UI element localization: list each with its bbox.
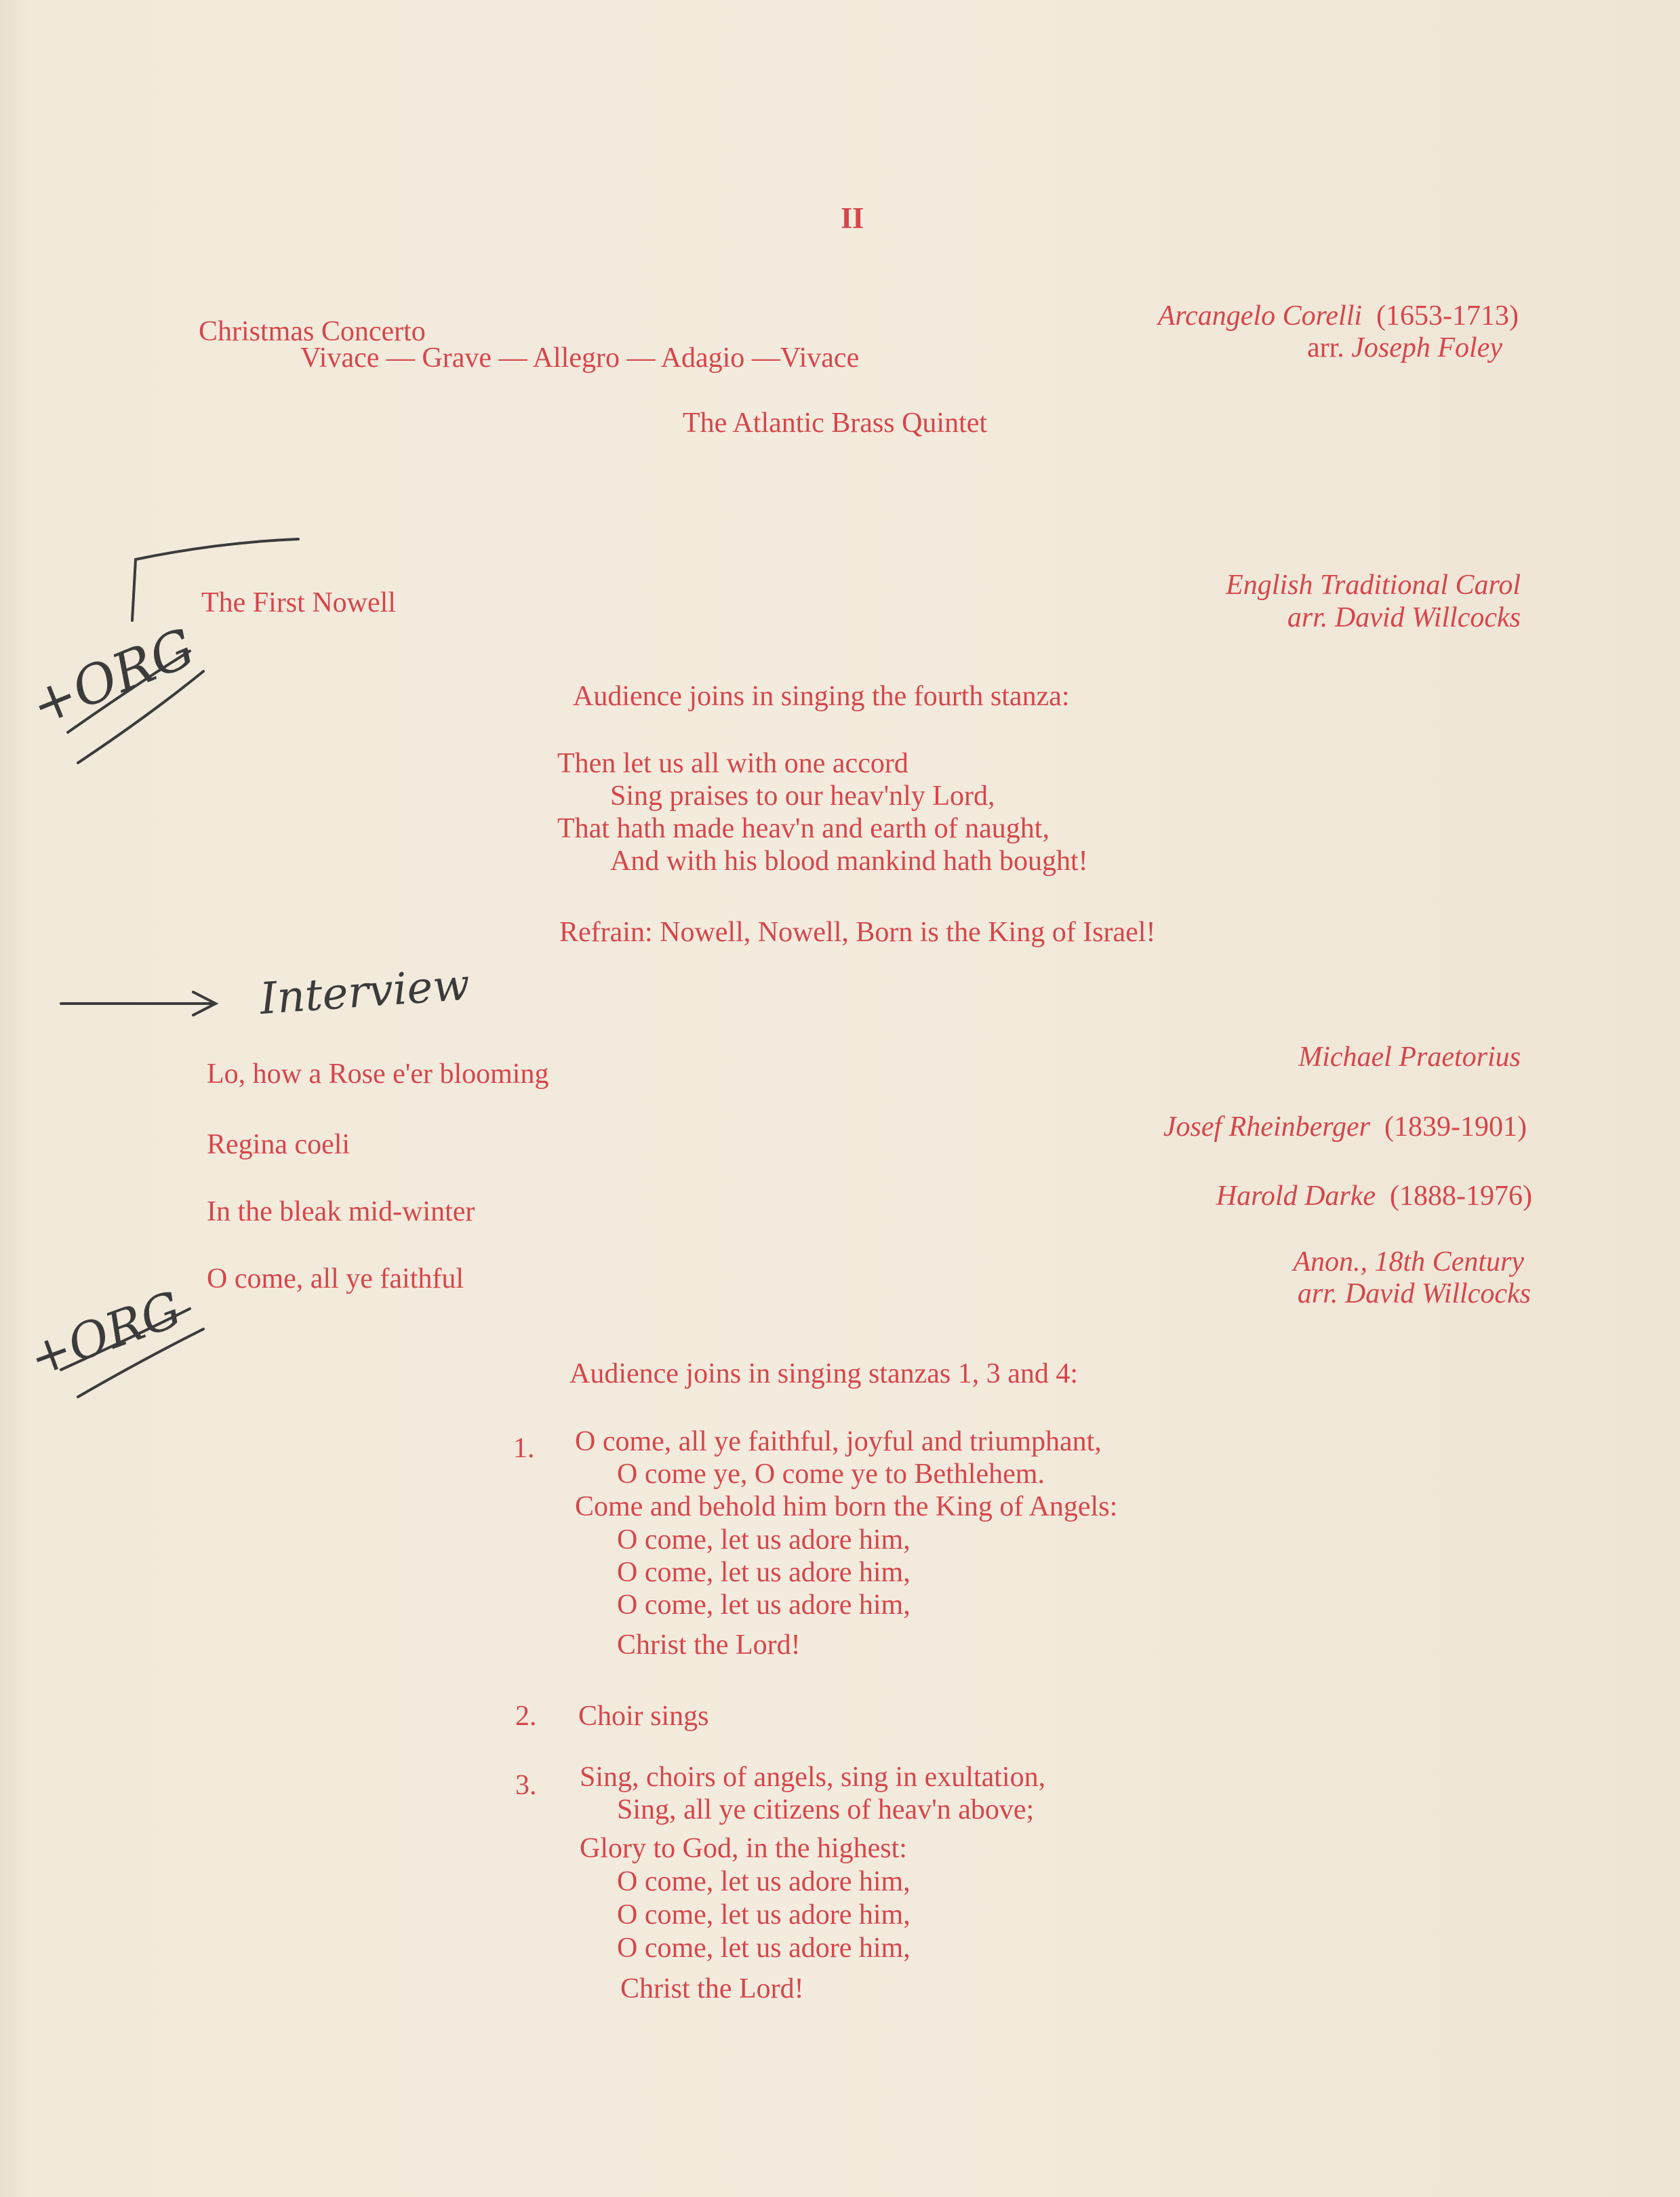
stanza-line: Glory to God, in the highest: bbox=[580, 1833, 907, 1864]
piece-title: Regina coeli bbox=[207, 1129, 351, 1160]
stanza-line: Choir sings bbox=[578, 1701, 709, 1732]
stanza-line: Christ the Lord! bbox=[617, 1629, 801, 1661]
handwritten-note: +ORG bbox=[22, 1280, 188, 1387]
stanza-number: 3. bbox=[515, 1770, 537, 1801]
stanza-line: O come, let us adore him, bbox=[617, 1866, 911, 1897]
stanza-line: Christ the Lord! bbox=[620, 1973, 804, 2004]
stanza-line: O come, let us adore him, bbox=[617, 1557, 911, 1588]
composer-name: Arcangelo Corelli bbox=[1157, 300, 1363, 332]
first-nowell-composer: English Traditional Carol bbox=[1226, 570, 1521, 601]
first-nowell-audience-note: Audience joins in singing the fourth stanza: bbox=[573, 681, 1070, 712]
stanza-line: O come, let us adore him, bbox=[617, 1933, 911, 1964]
stanza-number: 1. bbox=[513, 1433, 535, 1464]
stanza-line: Come and behold him born the King of Angels: bbox=[575, 1491, 1118, 1522]
first-nowell-line: And with his blood mankind hath bought! bbox=[610, 846, 1088, 877]
handwritten-note: Interview bbox=[258, 959, 472, 1025]
stanza-line: Sing, all ye citizens of heav'n above; bbox=[617, 1794, 1035, 1825]
stanza-number: 2. bbox=[515, 1701, 537, 1732]
piece-composer: Michael Praetorius bbox=[1298, 1042, 1521, 1073]
stanza-line: O come, let us adore him, bbox=[617, 1524, 911, 1556]
stanza-line: Sing, choirs of angels, sing in exultation, bbox=[580, 1762, 1046, 1793]
piece-title: O come, all ye faithful bbox=[207, 1263, 464, 1294]
arranger-prefix: arr. bbox=[1306, 332, 1344, 363]
piece-composer: Anon., 18th Century bbox=[1293, 1246, 1524, 1278]
handwritten-note: +ORG bbox=[22, 617, 203, 738]
concerto-title: Christmas Concerto bbox=[199, 316, 426, 347]
first-nowell-line: That hath made heav'n and earth of naught, bbox=[557, 813, 1049, 844]
arrow-mark bbox=[61, 992, 216, 1015]
piece-title: Lo, how a Rose e'er blooming bbox=[207, 1058, 549, 1090]
first-nowell-line: Sing praises to our heav'nly Lord, bbox=[610, 780, 995, 812]
stanza-line: O come, let us adore him, bbox=[617, 1899, 911, 1931]
concerto-performers: The Atlantic Brass Quintet bbox=[683, 408, 988, 439]
first-nowell-refrain: Refrain: Nowell, Nowell, Born is the King of Israel! bbox=[559, 917, 1156, 948]
piece-title: In the bleak mid-winter bbox=[207, 1196, 475, 1227]
piece-arranger: arr. David Willcocks bbox=[1297, 1278, 1531, 1309]
composer-name: Harold Darke bbox=[1216, 1181, 1376, 1212]
first-nowell-line: Then let us all with one accord bbox=[557, 748, 908, 779]
first-nowell-title: The First Nowell bbox=[201, 587, 396, 618]
composer-dates: (1839-1901) bbox=[1384, 1111, 1527, 1143]
stanza-line: O come ye, O come ye to Bethlehem. bbox=[617, 1459, 1045, 1490]
stanza-line: O come, all ye faithful, joyful and triumphant, bbox=[575, 1426, 1102, 1457]
composer-dates: (1653-1713) bbox=[1376, 300, 1519, 332]
bracket-mark bbox=[132, 539, 298, 620]
section-heading: II bbox=[841, 201, 864, 235]
arranger-name: Joseph Foley bbox=[1351, 332, 1502, 363]
o-come-audience-note: Audience joins in singing stanzas 1, 3 and 4: bbox=[569, 1358, 1079, 1389]
first-nowell-arranger: arr. David Willcocks bbox=[1287, 602, 1521, 633]
composer-name: Josef Rheinberger bbox=[1163, 1111, 1371, 1143]
composer-dates: (1888-1976) bbox=[1390, 1181, 1532, 1212]
stanza-line: O come, let us adore him, bbox=[617, 1589, 911, 1621]
concerto-movements: Vivace — Grave — Allegro — Adagio —Vivace bbox=[300, 342, 860, 374]
